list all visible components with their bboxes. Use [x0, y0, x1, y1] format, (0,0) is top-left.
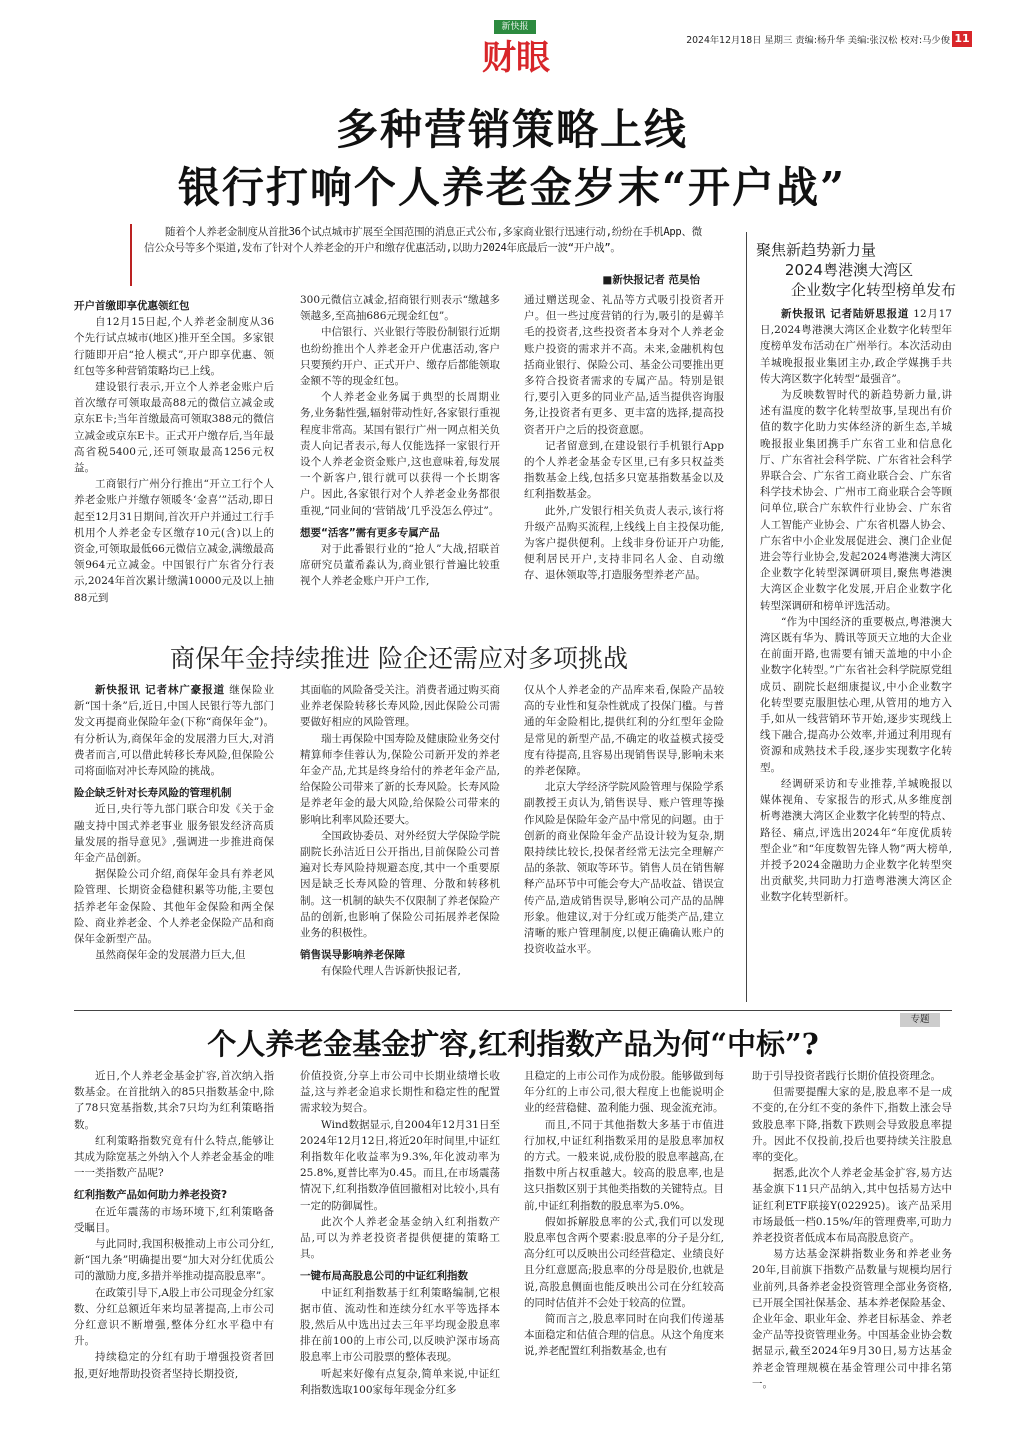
side-title-3: 企业数字化转型榜单发布 — [790, 281, 956, 299]
lead-col-3 — [524, 292, 724, 622]
paragraph: 中信银行、兴业银行等股份制银行近期也纷纷推出个人养老金开户优惠活动,客户只要预约开户、正式开户、缴存后都能领取金额不等的现金红包。 — [300, 326, 500, 388]
paragraph: 且稳定的上市公司作为成份股。能够做到每年分红的上市公司,很大程度上也能说明企业的经营稳健、盈利能力强、现金流充沛。 — [524, 1070, 724, 1115]
paragraph: 与此同时,我国积极推动上市公司分红,新“国九条”明确提出要“加大对分红优质公司的激励力度,多措并举推动提高股息率”。 — [74, 1238, 274, 1283]
section-tag: 新快报 — [494, 20, 536, 34]
paragraph: 仅从个人养老金的产品库来看,保险产品较高的专业性和复杂性就成了投保门槛。与普通的年金险相比,提供红利的分红型年金险是常见的新型产品,不确定的收益模式接受度有待提高,且容易出现销售误导,影响未来的养老保障。 — [524, 684, 724, 778]
paragraph: 虽然商保年金的发展潜力巨大,但 — [95, 949, 246, 962]
paragraph: 持续稳定的分红有助于增强投资者回报,更好地帮助投资者坚持长期投资, — [74, 1351, 274, 1380]
paragraph: 此外,广发银行相关负责人表示,该行将升级产品购买流程,上线线上自主投保功能,为客户提供便利。上线非身份证开户功能,便利居民开户,支持非同名人金、自动缴存、退休领取等,打造服务型养老产品。 — [524, 504, 724, 582]
lead-col-1 — [74, 292, 274, 622]
paragraph: 个人养老金业务属于典型的长周期业务,业务黏性强,辐射带动性好,各家银行重视程度非常高。某国有银行广州一网点相关负责人向记者表示,每人仅能选择一家银行开设个人养老金资金账户,这也意味着,每发展一个新客户,银行就可以获得一个长期客户。因此,各家银行对个人养老金业务都很重视,“同业间的‘营销战’几乎没怎么停过”。 — [300, 391, 500, 517]
paragraph: 其面临的风险备受关注。消费者通过购买商业养老保险转移长寿风险,因此保险公司需要做好相应的风险管理。 — [300, 684, 500, 729]
paragraph: 据保险公司介绍,商保年金具有养老风险管理、长期资金稳健积累等功能,主要包括养老年金保险、其他年金保险和两全保险、商业养老金、个人养老金保险产品和商保年金新型产品。 — [74, 868, 274, 946]
paragraph: 300元微信立减金,招商银行则表示“缴越多领越多,至高抽686元现金红包”。 — [300, 294, 500, 323]
byline-paragraph — [74, 682, 274, 779]
paragraph: 假如拆解股息率的公式,我们可以发现股息率包含两个要素:股息率的分子是分红,高分红可以反映出公司经营稳定、业绩良好且分红意愿高;股息率的分母是股价,也就是说,高股息侧面也能反映出公司在分红较高的同时估值并不会处于较高的位置。 — [524, 1215, 724, 1309]
mid-col-1 — [74, 682, 274, 996]
paragraph: 通过赠送现金、礼品等方式吸引投资者开户。但一些过度营销的行为,吸引的是薅羊毛的投资者,这些投资者本身对个人养老金账户投资的需求并不高。未来,金融机构包括商业银行、保险公司、基金公司要推出更多符合投资者需求的专属产品。特别是银行,要引入更多的同业产品,适当提供咨询服务,让投资者有更多、更丰富的选择,提高投资者开户之后的投资意愿。 — [524, 294, 724, 436]
special-label: 专题 — [900, 1013, 940, 1027]
side-byline: 新快报讯 记者陆妍思报道 — [781, 308, 910, 320]
paragraph: 记者留意到,在建设银行手机银行App的个人养老金基金专区里,已有多只权益类指数基金上线,包括多只宽基指数基金以及红利指数基金。 — [524, 439, 724, 501]
paragraph-text: 继保险业新“国十条”后,近日,中国人民银行等九部门发文再提商业保险年金(下称“商保年金”)。有分析认为,商保年金的发展潜力巨大,对消费者而言,可以借此转移长寿风险,但保险公司将面临对冲长寿风险的挑战。 — [74, 684, 274, 778]
subheading: 险企缺乏针对长寿风险的管理机制 — [74, 787, 232, 800]
lead-col-2 — [300, 292, 500, 622]
paragraph: 而且,不同于其他指数大多基于市值进行加权,中证红利指数采用的是股息率加权的方式。一般来说,成份股的股息率越高,在指数中所占权重越大。较高的股息率,也是这只指数区别于其他类指数的关键特点。目前,中证红利指数的股息率为5.0%。 — [524, 1118, 724, 1212]
paragraph: 此次个人养老金基金纳入红利指数产品,可以为养老投资者提供便捷的策略工具。 — [300, 1215, 500, 1261]
bottom-col-4 — [752, 1068, 952, 1440]
paragraph: 中证红利指数基于红利策略编制,它根据市值、流动性和连续分红水平等选择本股,然后从中选出过去三年平均现金股息率排在前100的上市公司,以反映沪深市场高股息率上市公司股票的整体表现。 — [300, 1286, 500, 1364]
paragraph: 在政策引导下,A股上市公司现金分红家数、分红总额近年来均显著提高,上市公司分红意识不断增强,整体分红水平稳中有升。 — [74, 1286, 274, 1348]
side-para-1: 12月17日,2024粤港澳大湾区企业数字化转型年度榜单发布活动在广州举行。本次活动由羊城晚报报业集团主办,政企学媒携手共传大湾区数字化转型“最强音”。 — [760, 308, 952, 385]
paragraph: 据悉,此次个人养老金基金扩容,易方达基金旗下11只产品纳入,其中包括易方达中证红利ETF联接Y(022925)。该产品采用市场最低一档0.15%/年的管理费率,可助力养老投资者低成本布局高股息资产。 — [752, 1167, 952, 1245]
paragraph: 对于此番银行业的“抢人”大战,招联首席研究员董希淼认为,商业银行普遍比较重视个人养老金账户开户工作, — [300, 543, 500, 588]
paragraph: 在近年震荡的市场环境下,红利策略备受瞩目。 — [74, 1205, 274, 1234]
page-number: 11 — [952, 31, 972, 47]
paragraph: 有保险代理人告诉新快报记者, — [321, 965, 461, 978]
paragraph: 近日,个人养老金基金扩容,首次纳入指数基金。在首批纳入的85只指数基金中,除了78只宽基指数,其余7只均为红利策略指数。 — [74, 1070, 274, 1131]
subheading: 销售误导影响养老保障 — [300, 949, 405, 962]
subheading: 红利指数产品如何助力养老投资? — [74, 1189, 228, 1202]
side-body — [760, 306, 952, 996]
bottom-col-1 — [74, 1068, 274, 1440]
bottom-col-3 — [524, 1068, 724, 1440]
side-para-2: 为反映数智时代的新趋势新力量,讲述有温度的数字化转型故事,呈现出有价值的数字化助力实体经济的新生态,羊城晚报报业集团携手广东省工业和信息化厅、广东省社会科学院、广东省社会科学界联合会、广东省工商业联合会、广东省科学技术协会、广州市工商业联合会等顾问单位,联合广东软件行业协会、广东省人工智能产业协会、广东省机器人协会、广东省中小企业发展促进会、澳门企业促进会等行业协会,发起2024粤港澳大湾区企业数字化转型深调研项目,聚焦粤港澳大湾区企业数字化发展,开启企业数字化转型深调研和榜单评选活动。 — [760, 389, 952, 612]
side-title-2: 2024粤港澳大湾区 — [784, 261, 914, 279]
side-title-1: 聚焦新趋势新力量 — [756, 241, 877, 259]
lead-intro: 随着个人养老金制度从首批36个试点城市扩展至全国范围的消息正式公布,多家商业银行迅速行动,纷纷在手机App、微信公众号等多个渠道,发布了针对个人养老金的开户和缴存优惠活动,以助力2024年底最后一波“开户战”。 — [144, 226, 702, 254]
side-para-4: 经调研采访和专业推荐,羊城晚报以媒体视角、专家报告的形式,从多维度剖析粤港澳大湾区企业数字化转型的特点、路径、痛点,评选出2024年“年度优质转型企业”和“年度数智先锋人物”两大榜单,并授予2024金融助力企业数字化转型突出贡献奖,共同助力打造粤港澳大湾区企业数字化转型新杆。 — [760, 777, 952, 904]
lead-title-line1: 多种营销策略上线 — [335, 105, 688, 154]
paragraph: 红利策略指数究竟有什么特点,能够让其成为除宽基之外纳入个人养老金基金的唯一一类指数产品呢? — [74, 1134, 274, 1180]
paragraph: 助于引导投资者践行长期价值投资理念。 — [752, 1070, 941, 1082]
column-rule — [746, 232, 747, 1002]
paragraph: 听起来好像有点复杂,简单来说,中证红利指数选取100家每年现金分红多 — [300, 1367, 500, 1396]
paragraph: 北京大学经济学院风险管理与保险学系副教授王贞认为,销售误导、账户管理等操作风险是保险年金产品中常见的问题。由于创新的商业保险年金产品设计较为复杂,期限持续比较长,投保者经常无法完全理解产品的条款、领取等环节。销售人员在销售解释产品环节中可能会夸大产品收益、错误宣传产品,造成销售误导,影响公司产品的品牌形象。他建议,对于分红或万能类产品,建立清晰的账户管理制度,以便正确确认账户的投资收益水平。 — [524, 781, 724, 956]
subheading: 开户首缴即享优惠领红包 — [74, 300, 190, 312]
subheading: 想要“活客”需有更多专属产品 — [300, 526, 440, 539]
paragraph: 近日,央行等九部门联合印发《关于金融支持中国式养老事业 服务银发经济高质量发展的指导意见》,强调进一步推进商保年金产品创新。 — [74, 803, 274, 865]
paragraph: Wind数据显示,自2004年12月31日至2024年12月12日,将近20年时间里,中证红利指数年化收益率为9.3%,年化波动率为25.8%,夏普比率为0.45。而且,在市场震荡情况下,红利指数净值回撤相对比较小,具有一定的防御属性。 — [300, 1118, 500, 1212]
paragraph: 简而言之,股息率同时在向我们传递基本面稳定和估值合理的信息。从这个角度来说,养老配置红利指数基金,也有 — [524, 1313, 724, 1358]
paragraph: 但需要提醒大家的是,股息率不是一成不变的,在分红不变的条件下,指数上涨会导致股息率下降,指数下跌则会导致股息率提升。因此不仅投前,投后也要持续关注股息率的变化。 — [752, 1086, 952, 1164]
page-header — [0, 0, 1024, 90]
paragraph: 全国政协委员、对外经贸大学保险学院副院长孙洁近日公开指出,目前保险公司普遍对长寿风险持规避态度,其中一个重要原因是缺乏长寿风险的管理、分散和转移机制。这一机制的缺失不仅限制了养老保险产品的创新,也影响了保险公司拓展养老保险业务的积极性。 — [300, 829, 500, 940]
lead-title-line2: 银行打响个人养老金岁末“开户战” — [177, 163, 847, 212]
mid-col-2 — [300, 682, 500, 996]
bottom-col-2 — [300, 1068, 500, 1440]
paragraph: 建设银行表示,开立个人养老金账户后首次缴存可领取最高88元的微信立减金或京东E卡;当年首缴最高可领取388元的微信立减金或京东E卡。正式开户缴存后,当年最高省税5400元,还可领取最高1256元权益。 — [74, 381, 274, 475]
paragraph: 自12月15日起,个人养老金制度从36个先行试点城市(地区)推开至全国。多家银行随即开启“抢人模式”,开户即享优惠、领红包等多种营销策略均已上线。 — [74, 316, 274, 377]
paragraph: 工商银行广州分行推出“开立工行个人养老金账户并缴存领暖冬‘金喜’”活动,即日起至12月31日期间,首次开户并通过工行手机用个人养老金专区缴存10元(含)以上的资金,可领取最低66元微信立减金,满缴最高领964元立减金。中国银行广东省分行表示,2024年首次累计缴满10000元及以上抽88元到 — [74, 478, 274, 604]
side-para-3: “作为中国经济的重要极点,粤港澳大湾区既有华为、腾讯等顶天立地的大企业在前面开路,也需要有铺天盖地的中小企业数字化转型。”广东省社会科学院原党组成员、副院长赵细康提议,中小企业数字化转型要克服胆怯心理,从管用的地方入手,如从一线营销环节开始,逐步实现线上线下融合,提高办公效率,并通过利用现有资源和成熟技术手段,逐步实现数字化转型。 — [760, 615, 952, 774]
subheading: 一键布局高股息公司的中证红利指数 — [300, 1270, 468, 1283]
mid-title: 商保年金持续推进 险企还需应对多项挑战 — [170, 644, 628, 673]
section-title: 财眼 — [482, 38, 550, 78]
header-info: 2024年12月18日 星期三 责编:杨升华 美编:张汉松 校对:马少俊 — [686, 35, 950, 46]
section-rule — [74, 1010, 952, 1011]
bottom-title: 个人养老金基金扩容,红利指数产品为何“中标”? — [207, 1027, 819, 1061]
mid-col-3 — [524, 682, 724, 996]
byline: 新快报讯 记者林广豪报道 — [95, 684, 226, 696]
lead-byline: ■新快报记者 范昊怡 — [602, 274, 700, 286]
paragraph: 易方达基金深耕指数业务和养老业务20年,目前旗下指数产品数量与规模均居行业前列,具备养老金投资管理全部业务资格,已开展全国社保基金、基本养老保险基金、企业年金、职业年金、养老目标基金、养老金产品等投资管理业务。中国基金业协会数据显示,截至2024年9月30日,易方达基金养老金管理规模在基金管理公司中排名第一。 — [752, 1248, 952, 1390]
paragraph: 价值投资,分享上市公司中长期业绩增长收益,这与养老金追求长期性和稳定性的配置需求较为契合。 — [300, 1070, 500, 1115]
paragraph: 瑞士再保险中国寿险及健康险业务交付精算师李佳蓉认为,保险公司新开发的养老年金产品,尤其是终身给付的养老年金产品,给保险公司带来了新的长寿风险。长寿风险是养老年金的最大风险,给保险公司带来的影响比利率风险还要大。 — [300, 732, 500, 826]
